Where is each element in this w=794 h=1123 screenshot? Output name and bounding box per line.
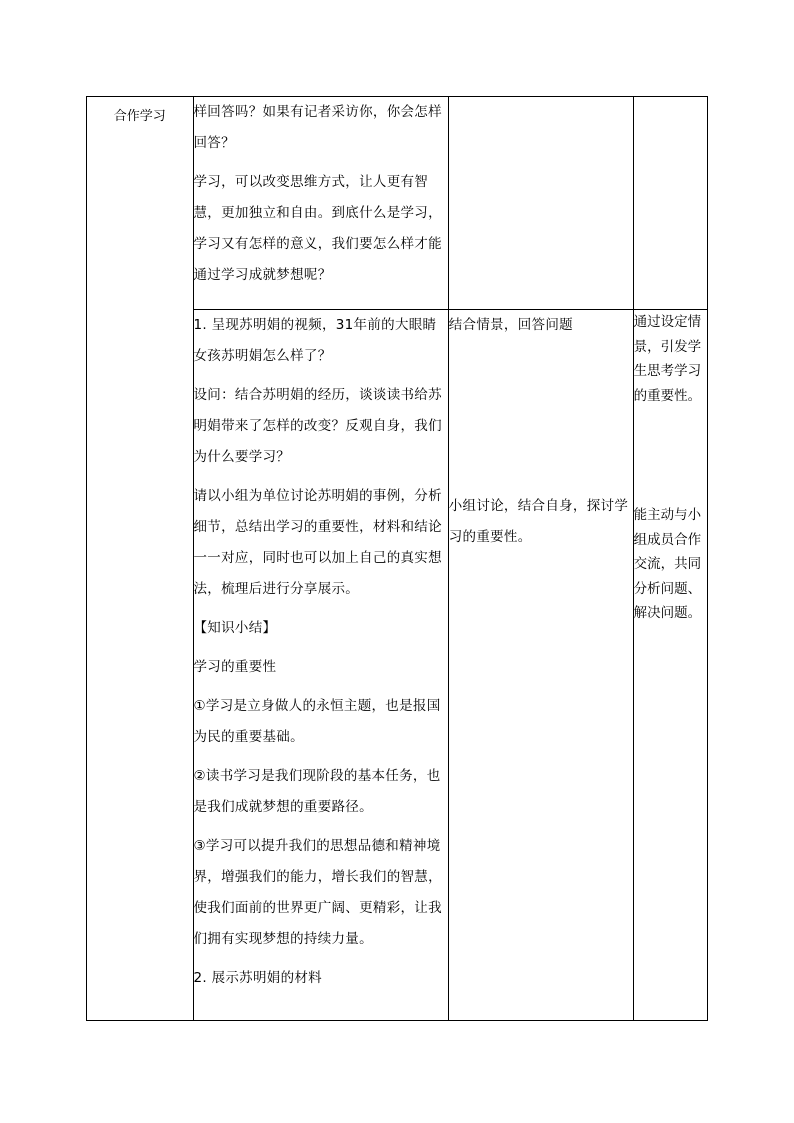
content-paragraph: 请以小组为单位讨论苏明娟的事例，分析细节，总结出学习的重要性，材料和结论一一对应，同时也可以加上自己的真实想法，梳理后进行分享展示。 (193, 488, 442, 598)
design-intent-2: 能主动与小组成员合作交流，共同分析问题、解决问题。 (633, 507, 702, 622)
design-intent-cell (633, 310, 707, 1021)
lesson-plan-table (86, 96, 708, 1021)
summary-subtitle: 学习的重要性 (193, 659, 277, 676)
teacher-activity-cell (193, 310, 448, 1021)
content-paragraph: 2. 展示苏明娟的材料 (193, 970, 322, 987)
design-intent-1: 通过设定情景，引发学生思考学习的重要性。 (633, 314, 702, 404)
student-activity-cell (448, 97, 633, 310)
stage-label: 合作学习 (113, 109, 166, 124)
student-activity-2: 小组讨论，结合自身，探讨学习的重要性。 (448, 498, 629, 546)
stage-cell (87, 97, 194, 1021)
teacher-activity-cell (193, 97, 448, 310)
summary-point-1: ①学习是立身做人的永恒主题，也是报国为民的重要基础。 (193, 698, 441, 746)
student-activity-cell (448, 310, 633, 1021)
design-intent-cell (633, 97, 707, 310)
student-activity-1: 结合情景，回答问题 (448, 317, 573, 334)
content-paragraph: 学习，可以改变思维方式，让人更有智慧，更加独立和自由。到底什么是学习，学习又有怎样的意义，我们要怎么样才能通过学习成就梦想呢？ (193, 174, 442, 283)
content-paragraph: 设问：结合苏明娟的经历，谈谈读书给苏明娟带来了怎样的改变？反观自身，我们为什么要学习？ (193, 387, 442, 466)
content-paragraph: 样回答吗？如果有记者采访你，你会怎样回答？ (193, 104, 442, 151)
content-paragraph: 1. 呈现苏明娟的视频，31年前的大眼睛女孩苏明娟怎么样了？ (193, 317, 437, 365)
summary-point-3: ③学习可以提升我们的思想品德和精神境界，增强我们的能力，增长我们的智慧，使我们面前的世界更广阔、更精彩，让我们拥有实现梦想的持续力量。 (193, 838, 442, 948)
table-row (87, 97, 708, 310)
knowledge-summary-heading: 【知识小结】 (193, 620, 277, 637)
summary-point-2: ②读书学习是我们现阶段的基本任务，也是我们成就梦想的重要路径。 (193, 768, 441, 816)
